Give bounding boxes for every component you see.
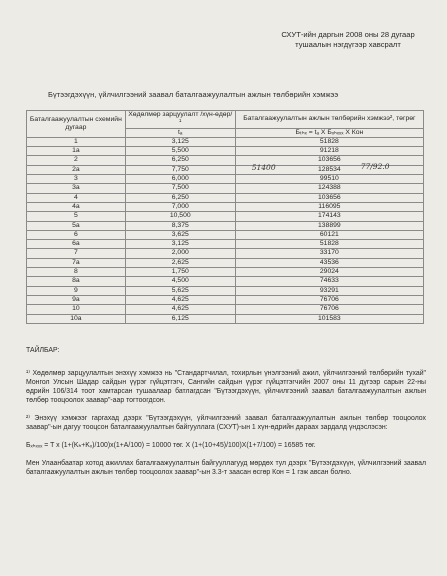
labor-cell — [125, 286, 235, 295]
scheme-cell-text: 1 — [74, 137, 78, 145]
fee-cell — [235, 305, 423, 314]
table-row — [27, 147, 424, 156]
table-row — [27, 184, 424, 193]
labor-cell — [125, 193, 235, 202]
scheme-cell — [27, 193, 126, 202]
fee-cell — [235, 147, 423, 156]
labor-cell-text: 4,500 — [171, 277, 189, 285]
fee-cell — [235, 240, 423, 249]
labor-cell — [125, 230, 235, 239]
labor-cell — [125, 249, 235, 258]
fee-cell — [235, 212, 423, 221]
labor-cell-text: 4,625 — [171, 295, 189, 303]
scheme-cell-text: 5 — [74, 212, 78, 220]
scheme-cell — [27, 175, 126, 184]
labor-cell — [125, 295, 235, 304]
fee-cell — [235, 161, 423, 174]
labor-cell — [125, 202, 235, 211]
labor-cell — [125, 221, 235, 230]
scheme-cell — [27, 295, 126, 304]
scheme-cell — [27, 221, 126, 230]
scheme-cell-text: 6а — [72, 240, 80, 248]
scheme-cell-text: 8 — [74, 268, 78, 276]
table-row — [27, 314, 424, 323]
labor-cell — [125, 258, 235, 267]
col-header-labor: Хөдөлмөр зарцуулалт /хүн-өдөр/¹ — [125, 111, 235, 129]
fee-cell-text: 93291 — [319, 286, 339, 294]
fee-cell — [235, 202, 423, 211]
labor-cell-text: 3,125 — [171, 240, 189, 248]
table-row — [27, 202, 424, 211]
fee-cell-text: 174143 — [318, 212, 341, 220]
table-row — [27, 240, 424, 249]
labor-cell — [125, 268, 235, 277]
fee-cell-text: 43536 — [319, 258, 339, 266]
table-row — [27, 175, 424, 184]
fee-cell-text: 33170 — [319, 249, 339, 257]
fee-cell — [235, 184, 423, 193]
fee-cell-text: 116095 — [318, 202, 341, 210]
table-row — [27, 193, 424, 202]
fee-cell-text: 138899 — [318, 221, 341, 229]
fee-cell-text: 29024 — [319, 268, 339, 276]
scheme-cell-text: 7а — [72, 258, 80, 266]
scheme-cell-text: 4а — [72, 202, 80, 210]
labor-cell-text: 2,000 — [171, 249, 189, 257]
header-line-2: тушаалын нэгдүгээр хавсралт — [295, 40, 401, 49]
labor-cell — [125, 314, 235, 323]
fee-cell-text: 74633 — [319, 277, 339, 285]
scheme-cell-text: 7 — [74, 249, 78, 257]
scheme-cell — [27, 147, 126, 156]
scheme-cell-text: 1а — [72, 147, 80, 155]
col-subheader-labor: tₐ — [125, 128, 235, 137]
fee-cell — [235, 137, 423, 146]
notes-label: ТАЙЛБАР: — [26, 347, 60, 354]
scheme-cell — [27, 156, 126, 165]
fee-cell — [235, 277, 423, 286]
table-row — [27, 295, 424, 304]
labor-cell-text: 3,625 — [171, 230, 189, 238]
table-row — [27, 221, 424, 230]
table-row — [27, 268, 424, 277]
scheme-cell-text: 4 — [74, 193, 78, 201]
scheme-cell — [27, 258, 126, 267]
fee-cell-text: 76706 — [319, 305, 339, 313]
fee-cell-text: 103656 — [318, 193, 341, 201]
scheme-cell-text: 10 — [72, 305, 80, 313]
fee-cell — [235, 295, 423, 304]
fee-cell-text: 51828 — [319, 137, 339, 145]
scheme-cell — [27, 305, 126, 314]
table-row — [27, 305, 424, 314]
col-header-fee: Баталгаажуулалтын ажлын төлбөрийн хэмжээ², төгрөг — [235, 111, 423, 129]
table-row — [27, 249, 424, 258]
labor-cell — [125, 137, 235, 146]
scheme-cell — [27, 184, 126, 193]
scheme-cell — [27, 268, 126, 277]
fee-cell-text: 91218 — [319, 147, 339, 155]
table-row — [27, 258, 424, 267]
fee-cell-text: 51828 — [319, 240, 339, 248]
scheme-cell — [27, 249, 126, 258]
fee-cell-text: 101583 — [318, 314, 341, 322]
document-title: Бүтээгдэхүүн, үйлчилгээний заавал баталгаажуулалтын ажлын төлбөрийн хэмжээ — [48, 90, 339, 99]
fee-cell — [235, 230, 423, 239]
scheme-cell-text: 9 — [74, 286, 78, 294]
labor-cell-text: 10,500 — [169, 212, 191, 220]
fee-cell-text: 60121 — [319, 230, 339, 238]
labor-cell-text: 7,000 — [171, 202, 189, 210]
fee-cell-text: 76706 — [319, 295, 339, 303]
handwritten-note-left: 51400 — [251, 162, 276, 172]
scheme-cell — [27, 286, 126, 295]
fee-cell-text: 124388 — [318, 184, 341, 192]
fee-cell-text: 103656 — [318, 156, 341, 164]
fee-cell — [235, 286, 423, 295]
scheme-cell — [27, 137, 126, 146]
labor-cell-text: 7,500 — [171, 184, 189, 192]
scheme-cell — [27, 165, 126, 174]
fee-cell-text: 128534 — [318, 165, 341, 173]
labor-cell-text: 5,500 — [171, 147, 189, 155]
table-row — [27, 212, 424, 221]
labor-cell — [125, 184, 235, 193]
labor-cell-text: 6,125 — [171, 314, 189, 322]
fee-cell — [235, 193, 423, 202]
scheme-cell-text: 3а — [72, 184, 80, 192]
document-header — [273, 30, 423, 50]
labor-cell — [125, 277, 235, 286]
col-subheader-fee: Бₜₕₓ = tₐ X Бₓₕₓₓₓ X Кон — [235, 128, 423, 137]
scheme-cell-text: 2а — [72, 165, 80, 173]
table-row — [27, 137, 424, 146]
scheme-cell-text: 8а — [72, 277, 80, 285]
labor-cell — [125, 212, 235, 221]
labor-cell-text: 3,125 — [171, 137, 189, 145]
handwritten-note-right: 77/92.0 — [360, 161, 390, 171]
scheme-cell-text: 9а — [72, 295, 80, 303]
scheme-cell — [27, 314, 126, 323]
labor-cell-text: 6,250 — [171, 156, 189, 164]
labor-cell-text: 7,750 — [171, 165, 189, 173]
fee-cell — [235, 221, 423, 230]
scheme-cell-text: 2 — [74, 156, 78, 164]
labor-cell-text: 8,375 — [171, 221, 189, 229]
fee-cell — [235, 258, 423, 267]
fee-cell — [235, 268, 423, 277]
scheme-cell — [27, 230, 126, 239]
labor-cell — [125, 165, 235, 174]
scheme-cell — [27, 240, 126, 249]
table-row — [27, 165, 424, 174]
labor-cell — [125, 156, 235, 165]
labor-cell — [125, 175, 235, 184]
table-row — [27, 230, 424, 239]
notes-section — [26, 346, 426, 486]
scheme-cell — [27, 212, 126, 221]
fee-table — [26, 110, 424, 324]
fee-cell — [235, 314, 423, 323]
scheme-cell-text: 5а — [72, 221, 80, 229]
note-2: ²⁾ Энэхүү хэмжээг гаргахад дээрх "Бүтээгдэхүүн, үйлчилгээний заавал баталгаажуулалтын ажлын төлбөр тооцоолох заавар"-ын дагуу тооцсон баталгаажуулалтын байгууллага (СХУТ)-ын 1 хүн-өдрийн дараах зардалд үндэслэсэн: — [26, 415, 426, 431]
note-1: ¹⁾ Хөдөлмөр зарцуулалтын энэхүү хэмжээ нь "Стандартчилал, тохирлын үнэлгээний ажил, үйлчилгээний төлбөрийн тухай" Монгол Улсын Шадар сайдын үүрэг гүйцэтгэгч, Сангийн сайдын үүрэг гүйцэтгэгчийн 2007 оны 11 дүгээр сарын 22-ны өдрийн 106/314 тоот хамтарсан тушаалаар батлагдсан "Бүтээгдэхүүн, үйлчилгээний заавал баталгаажуулалтын ажлын төлбөр тооцоолох заавар"-аар тогтоогдсон. — [26, 370, 426, 404]
formula: Бₓₕₓₓₓ = T x (1+(Kₕ+Kₓ)/100)x(1+A/100) = 10000 төг. X (1+(10+45)/100)X(1+7/100) = 16585 төг. — [26, 442, 316, 449]
col-header-scheme: Баталгаажуулалтын схемийн дугаар — [27, 111, 126, 138]
labor-cell-text: 5,625 — [171, 286, 189, 294]
labor-cell — [125, 147, 235, 156]
labor-cell-text: 2,625 — [171, 258, 189, 266]
fee-cell — [235, 175, 423, 184]
labor-cell-text: 6,250 — [171, 193, 189, 201]
labor-cell-text: 4,625 — [171, 305, 189, 313]
labor-cell-text: 1,750 — [171, 268, 189, 276]
scheme-cell — [27, 277, 126, 286]
fee-cell-text: 99510 — [319, 175, 339, 183]
scheme-cell-text: 6 — [74, 230, 78, 238]
labor-cell — [125, 240, 235, 249]
table-row — [27, 277, 424, 286]
note-3: Мен Улаанбаатар хотод ажиллах баталгаажуулалтын байгууллагууд мөрдөх тул дээрх "Бүтээгдэхүүн, үйлчилгээний заавал баталгаажуулалтын ажлын төлбөр тооцоолох заавар"-ын 3.3-т заасан өсгөр Кон = 1 гэж авсан болно. — [26, 460, 426, 476]
table-row — [27, 286, 424, 295]
scheme-cell-text: 10а — [70, 314, 82, 322]
scheme-cell-text: 3 — [74, 175, 78, 183]
labor-cell — [125, 305, 235, 314]
header-line-1: СХУТ-ийн даргын 2008 оны 28 дугаар — [281, 30, 415, 39]
scheme-cell — [27, 202, 126, 211]
fee-cell — [235, 249, 423, 258]
labor-cell-text: 6,000 — [171, 175, 189, 183]
